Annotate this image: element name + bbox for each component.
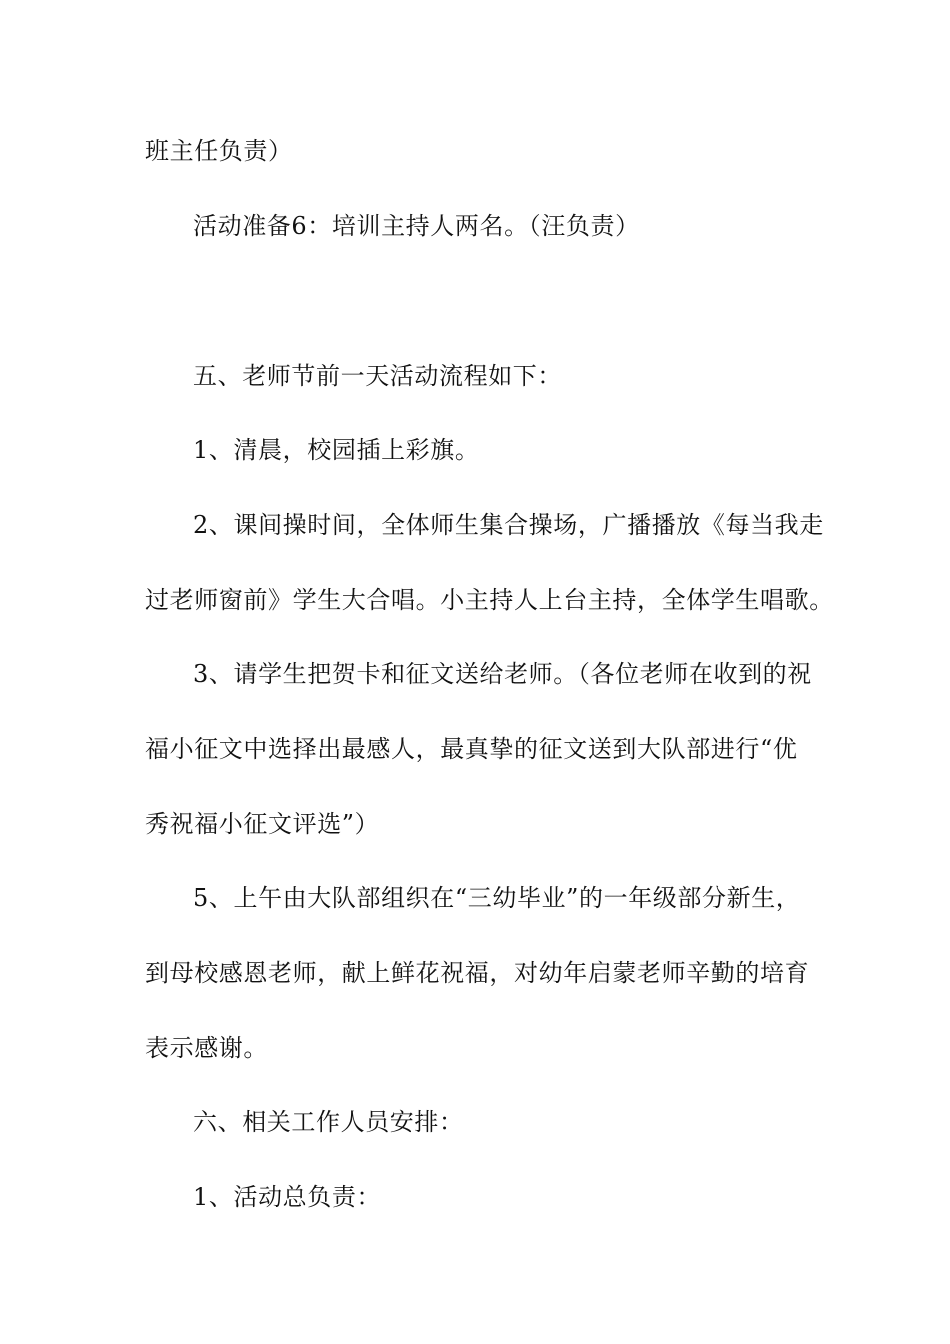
text-line: 1、活动总负责： bbox=[193, 1183, 382, 1211]
section-heading: 五、老师节前一天活动流程如下： bbox=[193, 362, 562, 390]
text-line: 表示感谢。 bbox=[145, 1034, 268, 1062]
text-line: 5、上午由大队部组织在“三幼毕业”的一年级部分新生， bbox=[193, 884, 801, 912]
text-line: 到母校感恩老师，献上鲜花祝福，对幼年启蒙老师辛勤的培育 bbox=[145, 959, 810, 987]
text-line: 活动准备6：培训主持人两名。（汪负责） bbox=[193, 212, 640, 240]
text-line: 班主任负责） bbox=[145, 137, 293, 165]
text-line: 3、请学生把贺卡和征文送给老师。（各位老师在收到的祝 bbox=[193, 660, 812, 688]
text-line: 过老师窗前》学生大合唱。小主持人上台主持，全体学生唱歌。 bbox=[145, 586, 834, 614]
text-line: 秀祝福小征文评选”） bbox=[145, 810, 380, 838]
text-line: 福小征文中选择出最感人，最真挚的征文送到大队部进行“优 bbox=[145, 735, 798, 763]
text-line: 2、课间操时间，全体师生集合操场，广播播放《每当我走 bbox=[193, 511, 824, 539]
section-heading: 六、相关工作人员安排： bbox=[193, 1108, 464, 1136]
text-line: 1、清晨，校园插上彩旗。 bbox=[193, 436, 480, 464]
